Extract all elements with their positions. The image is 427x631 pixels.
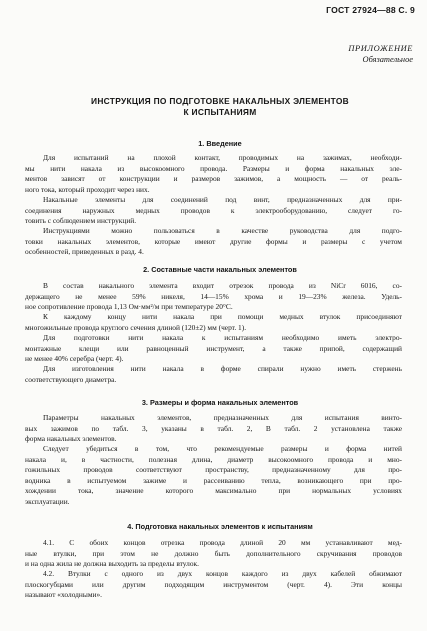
paragraph — [25, 413, 402, 445]
text-line: Для изготовления нити накала в форме спирали нужно иметь стержень — [43, 364, 402, 373]
text-line: В состав накального элемента входит отрезок провода из NiCr 6016, со- — [43, 281, 402, 290]
text-line: и на одна жила не должна выходить за пределы втулок. — [25, 559, 199, 568]
text-line: держащего не менее 59% никеля, 14—15% хрома и 19—23% железа. Удель- — [25, 291, 402, 301]
paragraph — [25, 312, 402, 333]
document-title — [40, 96, 400, 118]
text-line: ные втулки, при этом не должно быть дополнительного скручивания проводов — [25, 548, 402, 558]
section-heading: 4. Подготовка накальных элементов к испытаниям — [127, 522, 313, 531]
text-line: монтажные клещи или равноценный инструмент, а также припой, содержащий — [25, 343, 402, 353]
paragraph — [25, 281, 402, 313]
paragraph — [25, 538, 402, 570]
section-heading: 2. Составные части накальных элементов — [143, 265, 297, 274]
text-line: Параметры накальных элементов, предназначенных для испытания винто- — [43, 413, 402, 422]
text-line: К каждому концу нити накала при помощи медных втулок присоединяют — [43, 312, 402, 321]
text-line: соединения наружных медных проводов к электрооборудованию, следует го- — [25, 205, 402, 215]
text-line: особенностей, приведенных в разд. 4. — [25, 247, 144, 256]
paragraph — [25, 444, 402, 507]
text-line: 4.2. Втулки с одного из двух концов каждого из двух кабелей обжимают — [43, 569, 402, 578]
paragraph — [25, 153, 402, 195]
title-line: К ИСПЫТАНИЯМ — [183, 107, 257, 117]
text-line: плоскогубцами или другим подходящим инструментом (черт. 4). Эти концы — [25, 579, 402, 589]
text-line: форма накальных элементов. — [25, 434, 117, 443]
page-header: ГОСТ 27924—88 С. 9 — [326, 5, 415, 15]
text-line: хождении тока, значение которого максимально при нормальных условиях — [25, 486, 402, 495]
text-line: накала и, в частности, полезная длина, диаметр высокоомного провода и мно- — [25, 454, 402, 464]
text-line: товить с соблюдением инструкций. — [25, 216, 137, 225]
paragraph — [25, 569, 402, 601]
paragraph — [25, 333, 402, 365]
section-heading: 3. Размеры и форма накальных элементов — [141, 398, 299, 407]
text-line: мы нити накала из высокоомного провода. Размеры и форма накальных эле- — [25, 163, 402, 173]
appendix-title: ПРИЛОЖЕНИЕ — [348, 44, 413, 53]
title-line: ИНСТРУКЦИЯ ПО ПОДГОТОВКЕ НАКАЛЬНЫХ ЭЛЕМЕНТОВ — [91, 96, 349, 106]
text-line: товки накальных элементов, которые имеют другие формы и размеры с учетом — [25, 236, 402, 246]
section-heading: 1. Введение — [198, 139, 242, 148]
paragraph — [25, 364, 402, 385]
text-line: водника в испытуемом зажиме и рассеиванию тепла, возникающего при про- — [25, 475, 402, 485]
text-line: Для испытаний на плохой контакт, проводимых на зажимах, необходи- — [43, 153, 402, 162]
text-line: ное сопротивление провода 1,13 Ом·мм²/м при температуре 20°С. — [25, 302, 233, 311]
paragraph — [25, 195, 402, 227]
text-line: многожильные провода круглого сечения длиной (120±2) мм (черт. 1). — [25, 322, 247, 332]
paragraph — [25, 226, 402, 258]
text-line: Накальные элементы для соединений под винт, предназначенных для при- — [43, 195, 402, 204]
text-line: 4.1. С обоих концов отрезка провода длиной 20 мм устанавливают мед- — [43, 538, 402, 547]
text-line: ного тока, который проходит через них. — [25, 184, 150, 194]
text-line: вых зажимов по табл. 3, указаны в табл. 2, В табл. 2 установлена также — [25, 423, 402, 433]
text-line: Для подготовки нити накала к испытаниям необходимо иметь электро- — [43, 333, 402, 342]
text-line: ментов зависят от конструкции и размеров зажимов, а мощность — от реаль- — [25, 174, 402, 183]
text-line: эксплуатации. — [25, 496, 70, 506]
appendix-status: Обязательное — [362, 55, 413, 64]
appendix-label — [348, 43, 413, 65]
text-line: называют «холодными». — [25, 590, 103, 599]
text-line: гожильных проводов соответствуют пространству, предназначенному для про- — [25, 465, 402, 474]
text-line: Инструкциями можно пользоваться в качестве руководства для подго- — [43, 226, 402, 235]
text-line: соответствующего диаметра. — [25, 374, 117, 384]
text-line: не менее 40% серебра (черт. 4). — [25, 354, 124, 363]
text-line: Следует убедиться в том, что рекомендуемые размеры и форма нитей — [43, 444, 402, 453]
